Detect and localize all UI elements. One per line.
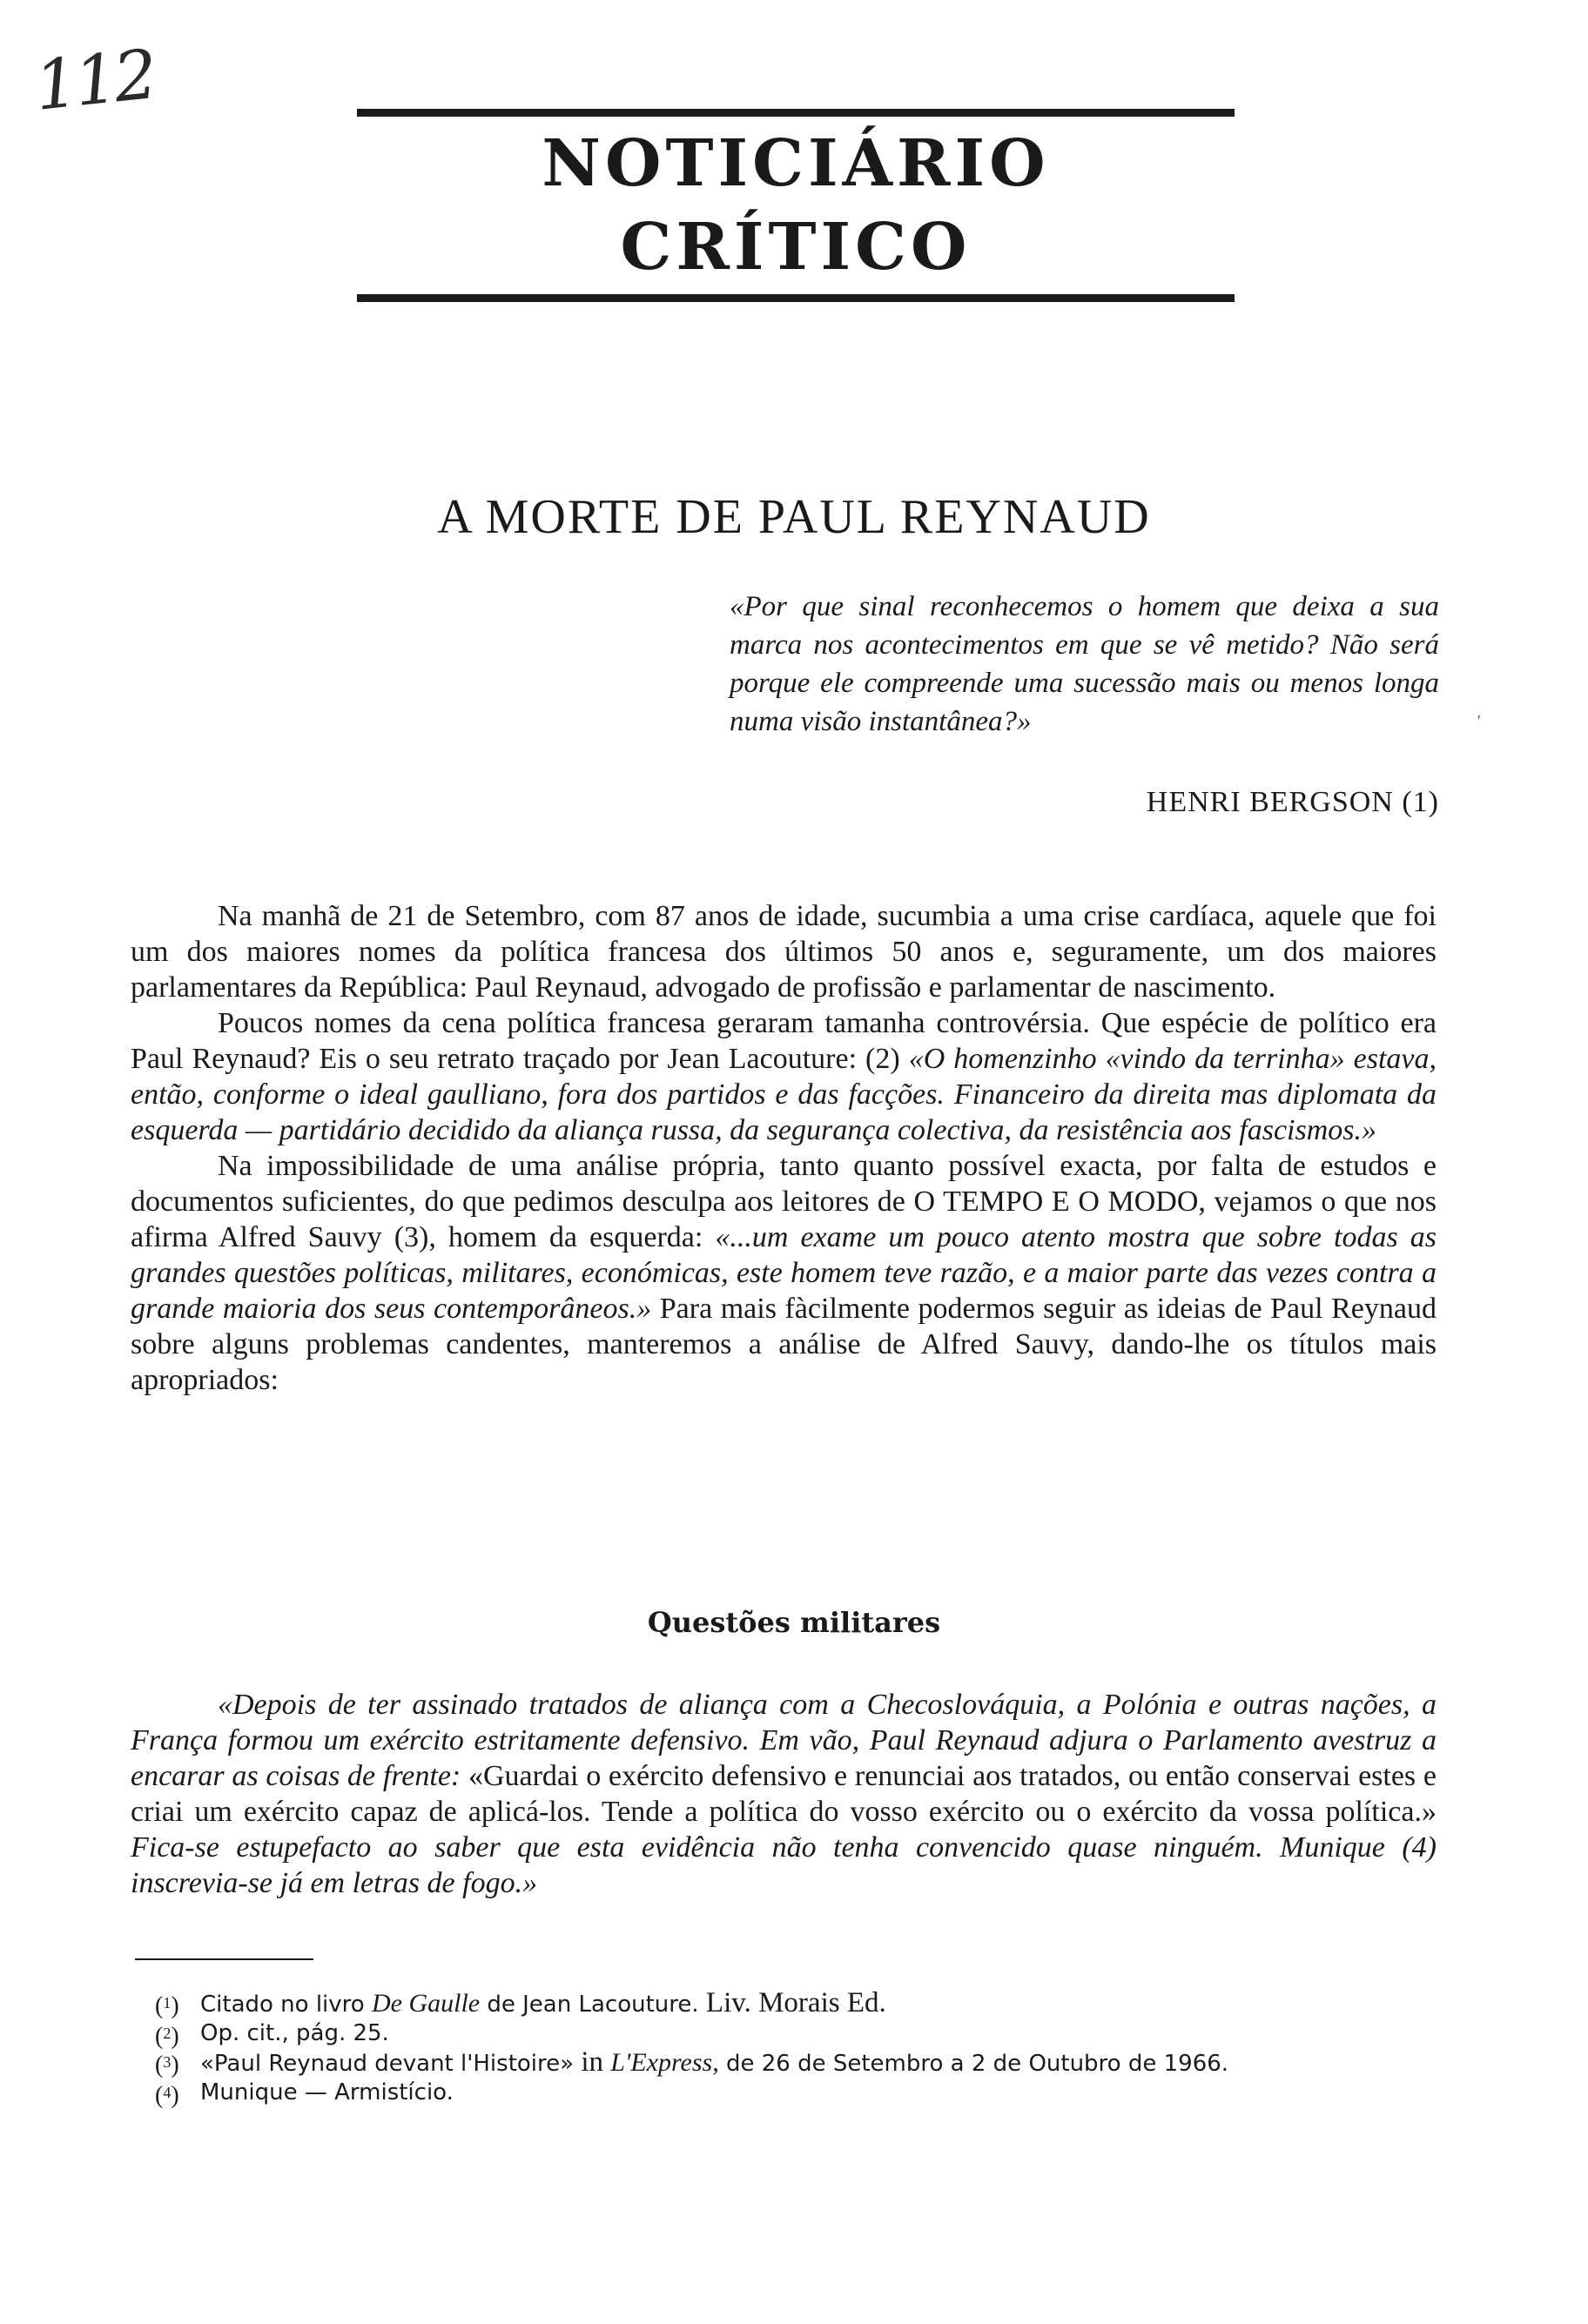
- footnote-marker: ($^2$): [155, 2023, 179, 2050]
- epigraph-quote: «Por que sinal reconhecemos o homem que deixa a sua marca nos acontecimentos em que se vê metido? Não será porque ele compreende uma sucessão mais ou menos longa numa visão instantânea?»: [730, 591, 1439, 737]
- epigraph-author: HENRI BERGSON (1): [1146, 786, 1439, 818]
- sauvy-quote: «...um exame um pouco atento mostra que sobre todas as grandes questões políticas, militares, económicas, este homem teve razão, e a maior parte das vezes contra a grande maioria dos seus contemporâneos.»: [131, 1221, 1437, 1325]
- footnote-2: ($^2$) Op. cit., pág. 25.: [155, 2020, 389, 2050]
- article-title: A MORTE DE PAUL REYNAUD: [437, 490, 1151, 544]
- footnote-marker: ($^1$): [155, 1992, 179, 2019]
- subheading-questoes-militares: Questões militares: [647, 1606, 941, 1639]
- stray-mark: ′: [1477, 712, 1481, 729]
- paragraph-3-text: Na impossibilidade de uma análise própria, tanto quanto possível exacta, por falta de estudos e documentos suficientes, do que pedimos desculpa aos leitores de O TEMPO E O MODO, vejamos o que nos afirma Alfred Sauvy (3), homem da esquerda:: [131, 1150, 1437, 1253]
- footnote-3: ($^3$) «Paul Reynaud devant l'Histoire» in L'Express, de 26 de Setembro a 2 de Outubro de 1966.: [155, 2046, 1229, 2079]
- article-body: [131, 898, 1437, 1398]
- section-title: NOTICIÁRIO CRÍTICO: [542, 126, 1050, 285]
- footnotes: [155, 1987, 1437, 2109]
- military-quote-outro: Fica-se estupefacto ao saber que esta evidência não tenha convencido quase ninguém. Munique (4) inscrevia-se já em letras de fogo.»: [131, 1831, 1437, 1899]
- lacouture-quote: «O homenzinho «vindo da terrinha» estava, então, conforme o ideal gaulliano, fora dos partidos e das facções. Financeiro da direita mas diplomata da esquerda — partidário decidido da aliança russa, da segurança colectiva, da resistência aos fascismos.»: [131, 1043, 1437, 1146]
- paragraph-2-text: Poucos nomes da cena política francesa geraram tamanha controvérsia. Que espécie de político era Paul Reynaud? Eis o seu retrato traçado por Jean Lacouture: (2): [131, 1007, 1437, 1075]
- paragraph-3: [131, 1148, 1437, 1398]
- footnote-1: ($^1$) Citado no livro De Gaulle de Jean Lacouture. Liv. Morais Ed.: [155, 1987, 886, 2019]
- section-header: [357, 109, 1235, 302]
- military-paragraph: [131, 1687, 1437, 1901]
- paragraph-3-tail: Para mais fàcilmente podermos seguir as ideias de Paul Reynaud sobre alguns problemas candentes, manteremos a análise de Alfred Sauvy, dando-lhe os títulos mais apropriados:: [131, 1293, 1437, 1396]
- paragraph-1-text: Na manhã de 21 de Setembro, com 87 anos de idade, sucumbia a uma crise cardíaca, aquele que foi um dos maiores nomes da política francesa dos últimos 50 anos e, seguramente, um dos maiores parlamentares da República: Paul Reynaud, advogado de profissão e parlamentar de nascimento.: [131, 900, 1437, 1004]
- paragraph-2: [131, 1005, 1437, 1148]
- footnote-rule: [135, 1958, 313, 1960]
- footnote-marker: ($^3$): [155, 2052, 179, 2079]
- header-rule-bottom: [357, 294, 1235, 302]
- footnote-marker: ($^4$): [155, 2082, 179, 2109]
- military-quote-intro: «Depois de ter assinado tratados de aliança com a Checoslováquia, a Polónia e outras nações, a França formou um exército estritamente defensivo. Em vão, Paul Reynaud adjura o Parlamento avestruz a encarar as coisas de frente:: [131, 1689, 1437, 1792]
- military-quote-block: [131, 1687, 1437, 1901]
- handwritten-page-number: 112: [30, 36, 158, 126]
- paragraph-1: [131, 898, 1437, 1005]
- footnote-4: ($^4$) Munique — Armistício.: [155, 2079, 454, 2109]
- header-rule-top: [357, 109, 1235, 117]
- reynaud-speech: «Guardai o exército defensivo e renunciai aos tratados, ou então conservai estes e criai um exército capaz de aplicá-los. Tende a política do vosso exército ou o exército da vossa política.»: [131, 1760, 1437, 1828]
